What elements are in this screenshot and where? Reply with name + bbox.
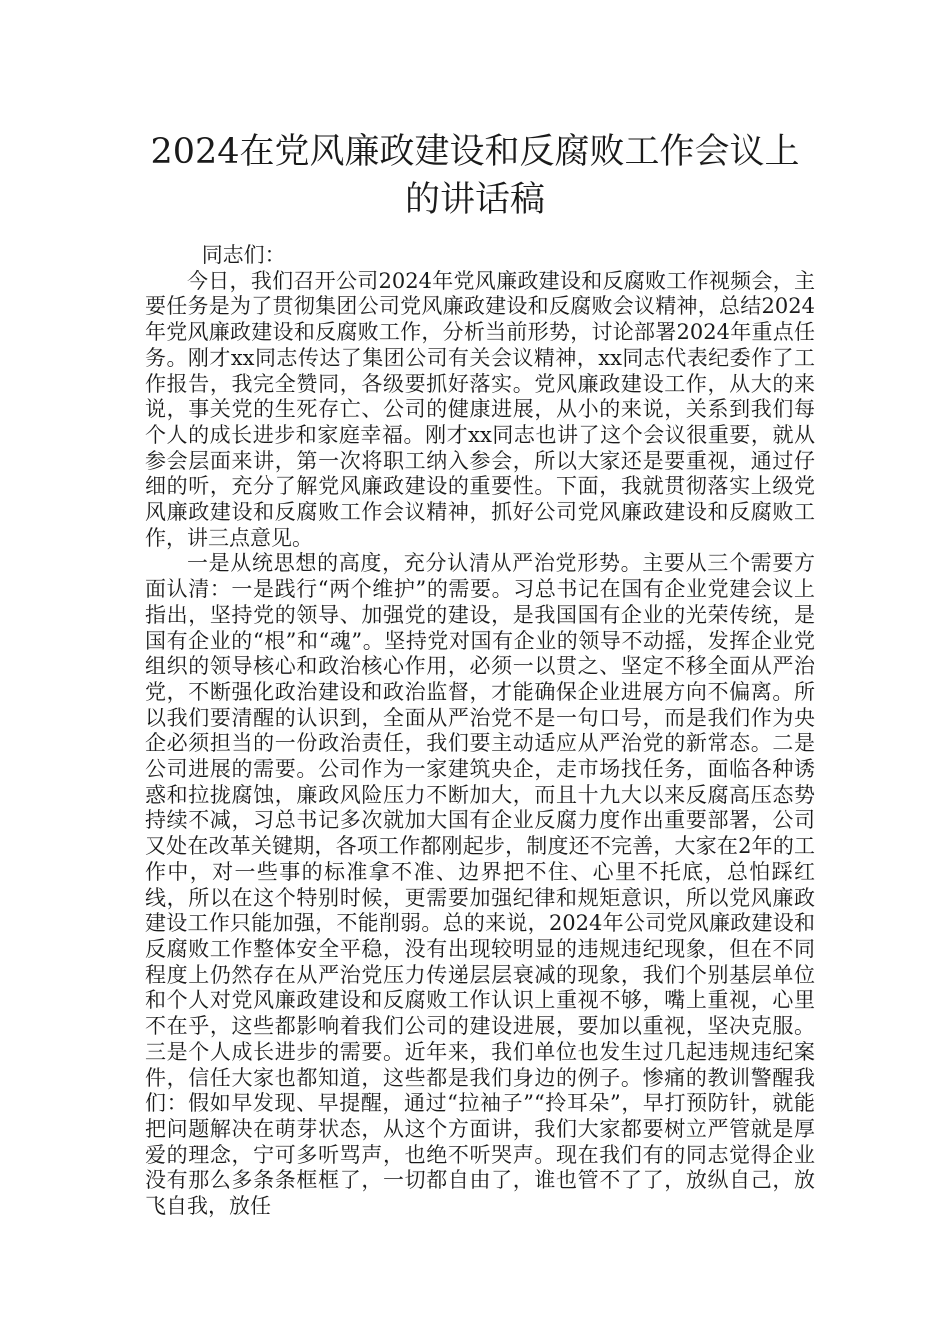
document-title-line-1: 2024在党风廉政建设和反腐败工作会议上 [150,132,800,172]
greeting: 同志们： [201,243,286,267]
document-title [120,128,830,224]
paragraph-2: 一是从统思想的高度，充分认清从严治党形势。主要从三个需要方面认清：一是践行“两个维护”的需要。习总书记在国有企业党建会议上指出，坚持党的领导、加强党的建设，是我国国有企业的光荣传统，是国有企业的“根”和“魂”。坚持党对国有企业的领导不动摇，发挥企业党组织的领导核心和政治核心作用，必须一以贯之、坚定不移全面从严治党，不断强化政治建设和政治监督，才能确保企业进展方向不偏离。所以我们要清醒的认识到，全面从严治党不是一句口号，而是我们作为央企必须担当的一份政治责任，我们要主动适应从严治党的新常态。二是公司进展的需要。公司作为一家建筑央企，走市场找任务，面临各种诱惑和拉拢腐蚀，廉政风险压力不断加大，而且十九大以来反腐高压态势持续不减，习总书记多次就加大国有企业反腐力度作出重要部署，公司又处在改革关键期，各项工作都刚起步，制度还不完善，大家在2年的工作中，对一些事的标准拿不准、边界把不住、心里不托底，总怕踩红线，所以在这个特别时候，更需要加强纪律和规矩意识，所以党风廉政建设工作只能加强，不能削弱。总的来说，2024年公司党风廉政建设和反腐败工作整体安全平稳，没有出现较明显的违规违纪现象，但在不同程度上仍然存在从严治党压力传递层层衰减的现象，我们个别基层单位和个人对党风廉政建设和反腐败工作认识上重视不够，嘴上重视，心里不在乎，这些都影响着我们公司的建设进展，要加以重视，坚决克服。三是个人成长进步的需要。近年来，我们单位也发生过几起违规违纪案件，信任大家也都知道，这些都是我们身边的例子。惨痛的教训警醒我们：假如早发现、早提醒，通过“拉袖子”“拎耳朵”，早打预防针，就能把问题解决在萌芽状态，从这个方面讲，我们大家都要树立严管就是厚爱的理念，宁可多听骂声，也绝不听哭声。现在我们有的同志觉得企业没有那么多条条框框了，一切都自由了，谁也管不了了，放纵自己，放飞自我，放任 [145,551,815,1219]
paragraph-1: 今日，我们召开公司2024年党风廉政建设和反腐败工作视频会，主要任务是为了贯彻集团公司党风廉政建设和反腐败会议精神，总结2024年党风廉政建设和反腐败工作，分析当前形势，讨论部署2024年重点任务。刚才xx同志传达了集团公司有关会议精神，xx同志代表纪委作了工作报告，我完全赞同，各级要抓好落实。党风廉政建设工作，从大的来说，事关党的生死存亡、公司的健康进展，从小的来说，关系到我们每个人的成长进步和家庭幸福。刚才xx同志也讲了这个会议很重要，就从参会层面来讲，第一次将职工纳入参会，所以大家还是要重视，通过仔细的听，充分了解党风廉政建设的重要性。下面，我就贯彻落实上级党风廉政建设和反腐败工作会议精神，抓好公司党风廉政建设和反腐败工作，讲三点意见。 [145,268,815,550]
document-body [145,243,815,1220]
document-title-line-2: 的讲话稿 [404,180,545,220]
